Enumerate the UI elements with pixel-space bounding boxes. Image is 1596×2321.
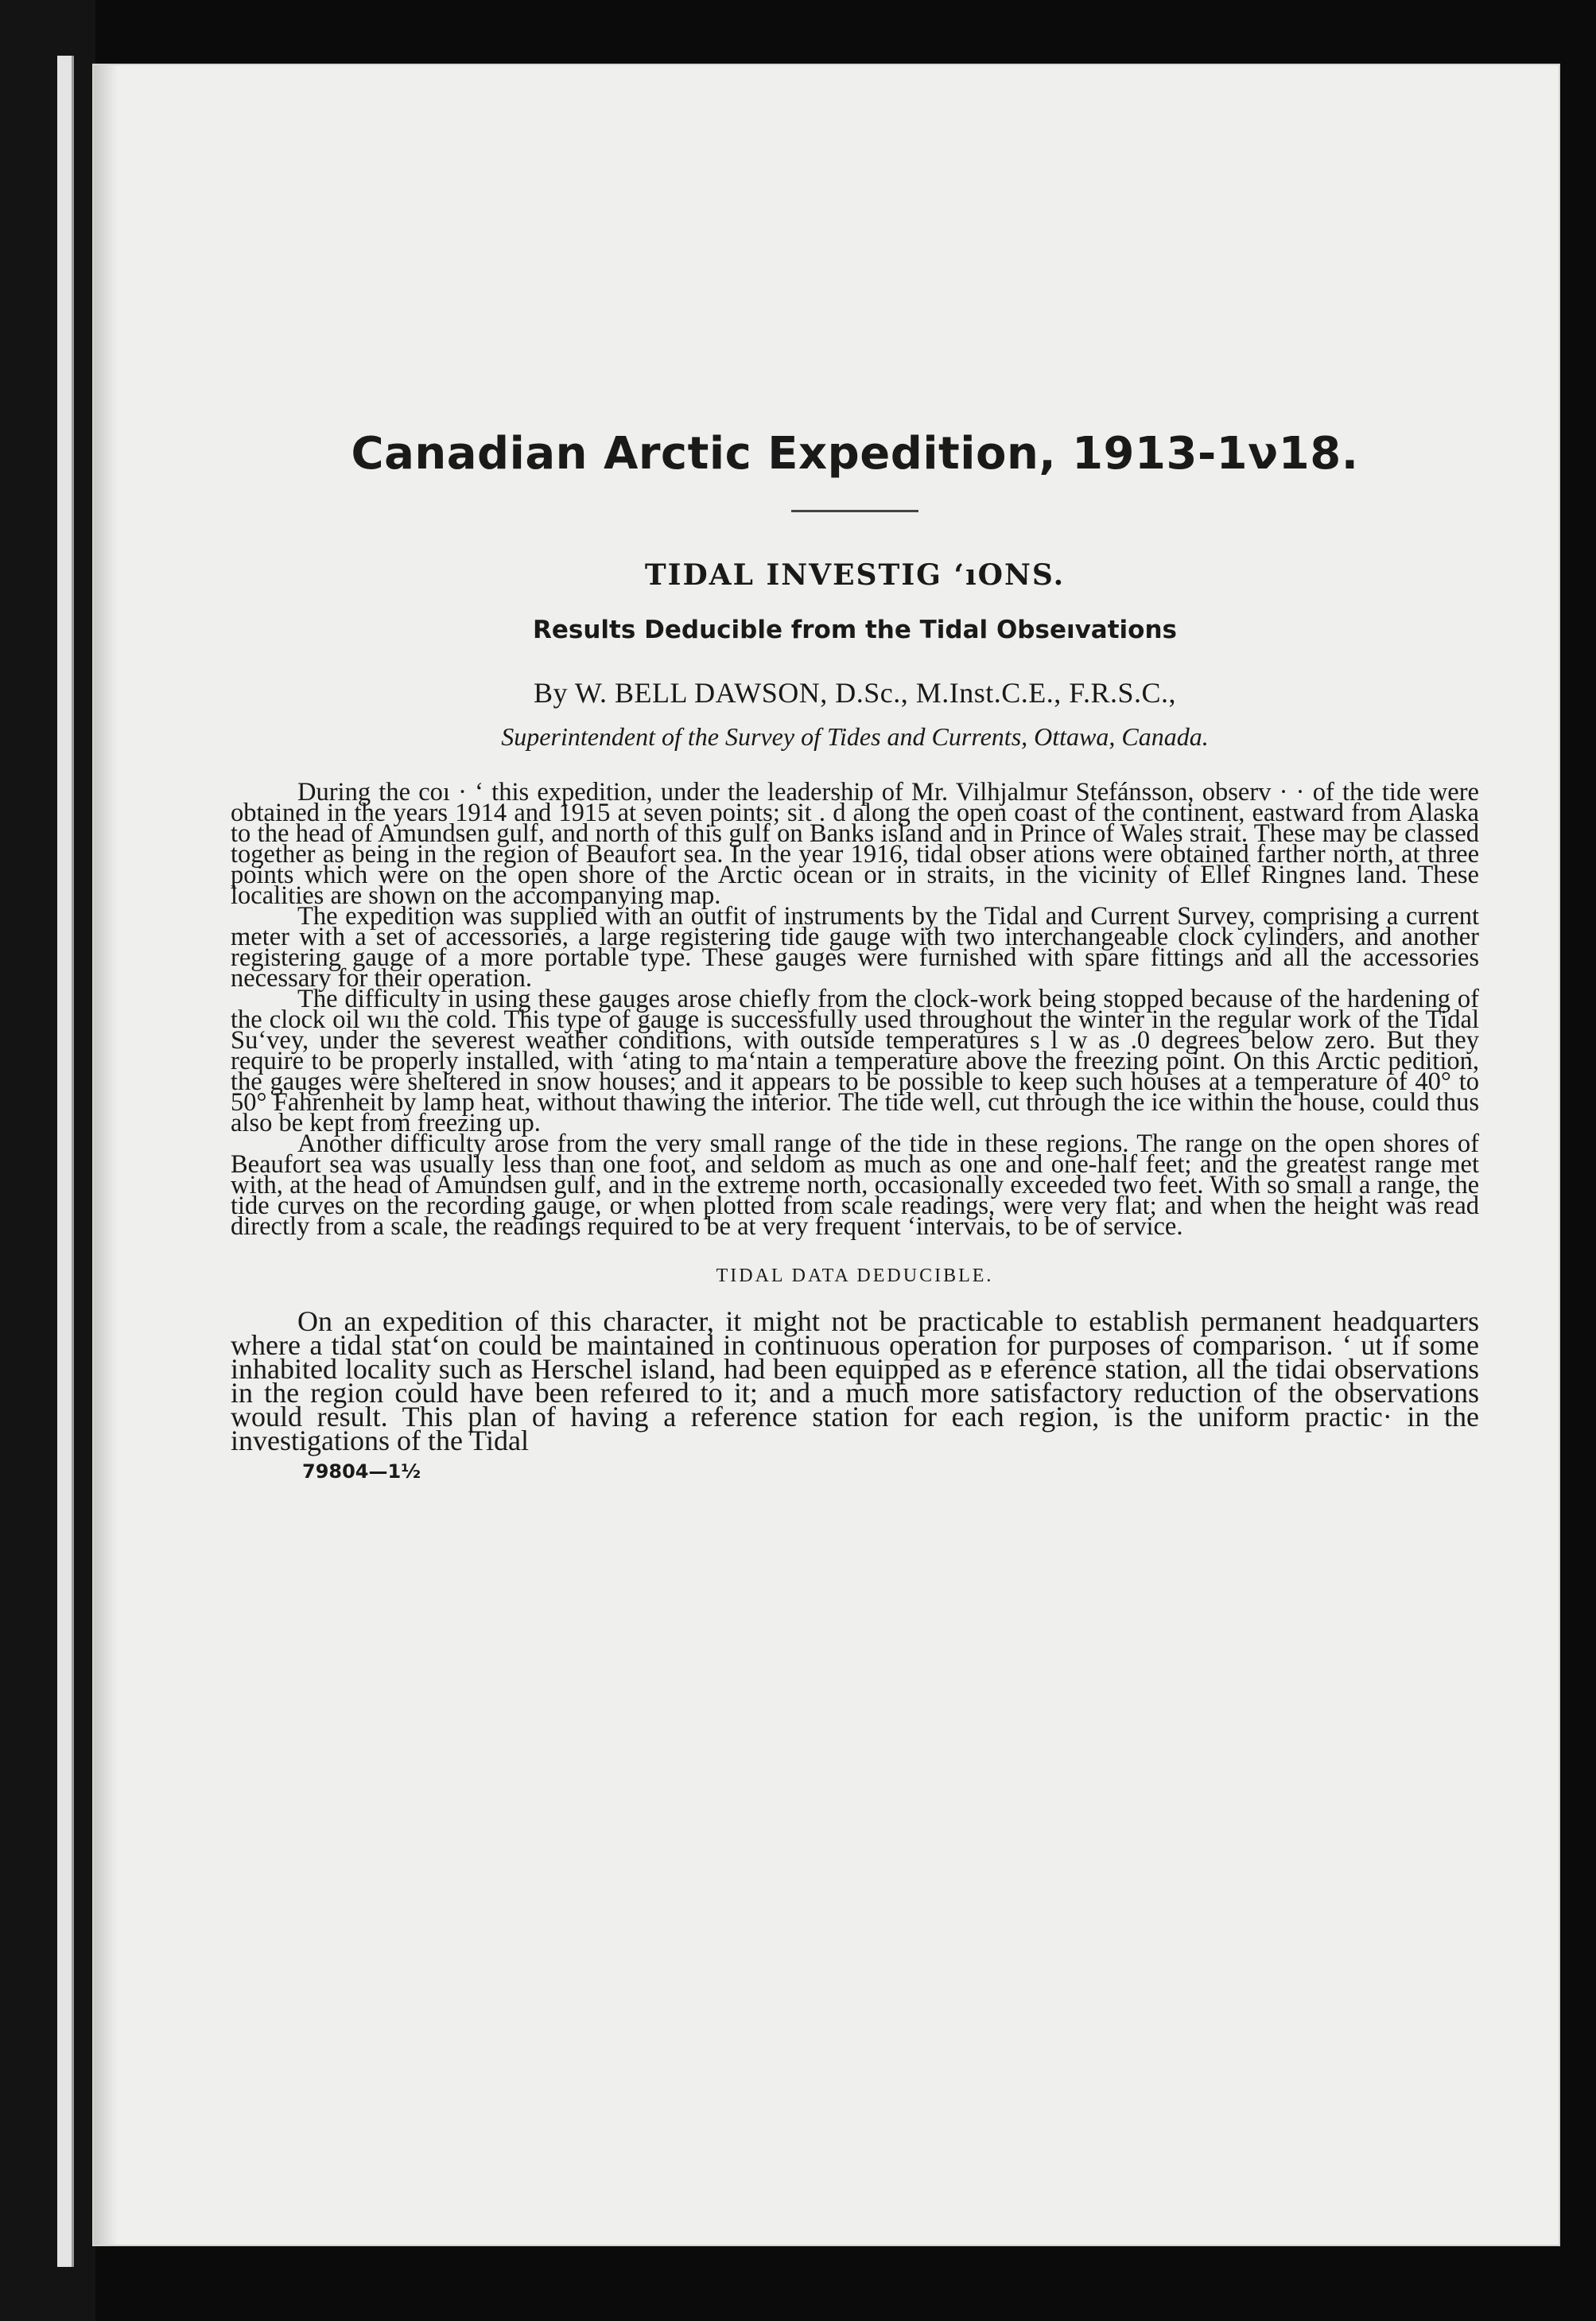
- author-byline: By W. BELL DAWSON, D.Sc., M.Inst.C.E., F.R.S.C.,: [534, 677, 1176, 709]
- binding-page-edge: [57, 56, 74, 2267]
- page-content: [231, 356, 1479, 1483]
- document-title: Canadian Arctic Expedition, 1913-1ν18.: [351, 428, 1359, 480]
- body-paragraph: On an expedition of this character, it might not be practicable to establish permanent headquarters where a tidal statʻon could be maintained in continuous operation for purposes of comparison. ʻ ut if some inhabited locality such as Herschel island, had been equipped as ɐ eference station, all the tidai observations in the region could have been refeıred to it; and a much more satisfactory reduction of the observations would result. This plan of having a reference station for each region, is the uniform practic· in the investigations of the Tidal: [231, 1305, 1479, 1456]
- print-code: 79804—1½: [302, 1460, 421, 1483]
- section-title: TIDAL INVESTIG ʻıONS.: [644, 558, 1066, 592]
- page-gutter-shadow: [94, 65, 118, 2245]
- body-paragraph: The expedition was supplied with an outfit of instruments by the Tidal and Current Survey, comprising a current meter with a set of accessories, a large registering tide gauge with two interchangeable clock cylinders, and another registering gauge of a more portable type. These gauges were furnished with spare fittings and all the accessories necessary for their operation.: [231, 902, 1479, 993]
- body-paragraph: Another difficulty arose from the very small range of the tide in these regions. The range on the open shores of Beaufort sea was usually less than one foot, and seldom as much as one and one-half feet; and the greatest range met with, at the head of Amundsen gulf, and in the extreme north, occasionally exceeded two feet. With so small a range, the tide curves on the recording gauge, or when plotted from scale readings, were very flat; and when the height was read directly from a scale, the readings required to be at very frequent ʻintervais, to be of service.: [231, 1129, 1479, 1241]
- document-page: [94, 65, 1559, 2245]
- book-binding: [0, 0, 95, 2321]
- document-subtitle: Results Deducible from the Tidal Obseıvations: [533, 616, 1177, 644]
- body-paragraph: During the coı · ʻ this expedition, under the leadership of Mr. Vilhjalmur Stefánsson, observ · · of the tide were obtained in the years 1914 and 1915 at seven points; sit . d along the open coast of the continent, eastward from Alaska to the head of Amundsen gulf, and north of this gulf on Banks island and in Prince of Wales strait. These may be classed together as being in the region of Beaufort sea. In the year 1916, tidal obser ations were obtained farther north, at three points which were on the open shore of the Arctic ocean or in straits, in the vicinity of Ellef Ringnes land. These localities are shown on the accompanying map.: [231, 778, 1479, 910]
- body-paragraph: The difficulty in using these gauges arose chiefly from the clock-work being stopped because of the hardening of the clock oil wıı the cold. This type of gauge is successfully used throughout the winter in the regular work of the Tidal Suʻvey, under the severest weather conditions, with outside temperatures s l w as .0 degrees below zero. But they require to be properly installed, with ʻating to maʻntain a temperature above the freezing point. On this Arctic pedition, the gauges were sheltered in snow houses; and it appears to be possible to keep such houses at a temperature of 40° to 50° Fahrenheit by lamp heat, without thawing the interior. The tide well, cut through the ice within the house, could thus also be kept from freezing up.: [231, 985, 1479, 1137]
- section-subheading: TIDAL DATA DEDUCIBLE.: [716, 1265, 994, 1286]
- title-rule: [791, 510, 918, 512]
- author-affiliation: Superintendent of the Survey of Tides and Currents, Ottawa, Canada.: [501, 722, 1209, 751]
